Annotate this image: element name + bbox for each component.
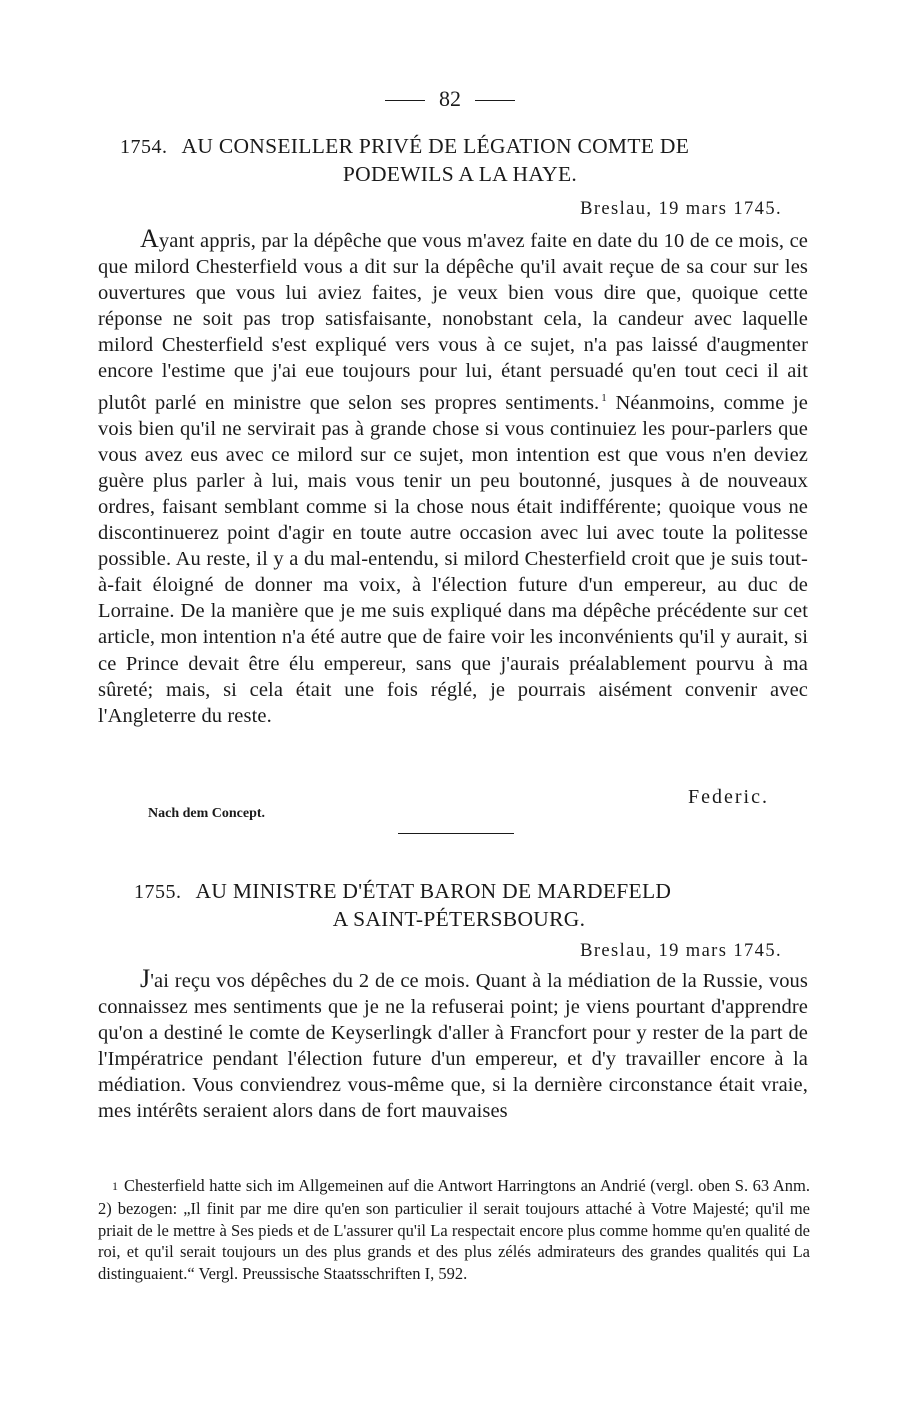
- source-note: Nach dem Concept.: [148, 806, 266, 821]
- letter-body: [98, 226, 808, 729]
- page-header: [0, 86, 900, 116]
- letter-title-line2: PODEWILS A LA HAYE.: [342, 162, 578, 186]
- letter-title-line1: AU CONSEILLER PRIVÉ DE LÉGATION COMTE DE: [181, 134, 690, 158]
- footnote: [98, 1175, 810, 1285]
- footnote-text: Chesterfield hatte sich im Allgemeinen auf die Antwort Harringtons an Andrié (vergl. oben S. 63 Anm. 2) bezogen: „Il finit par me dire qu'en son particulier il serait toujours attaché à Votre Majesté; qu'il me priait de le mettre à Ses pieds et de L'assurer qu'il La respectait encore plus comme homme qu'en qualité de roi, et qu'il serait toujours un des plus grands et des plus zélés admirateurs des grandes qualités qui La distinguaient.“ Vergl. Preussische Staatsschriften I, 592.: [98, 1176, 810, 1284]
- drop-cap: A: [140, 224, 159, 253]
- letter-heading: [134, 878, 784, 933]
- letter-body-continuation: Néanmoins, comme je vois bien qu'il ne servirait pas à grande chose si vous continuiez les pour-parlers que vous avez eus avec ce milord sur ce sujet, mon intention est que vous n'en deviez guère plus parler à lui, mais vous tenir un peu boutonné, jusques à de nouveaux ordres, faisant semblant comme si la chose nous était indifférente; quoique vous ne discontinuerez point d'agir en toute autre occasion avec lui avec toute la politesse possible. Au reste, il y a du mal-entendu, si milord Chesterfield croit que je suis tout-à-fait éloigné de donner ma voix, à l'élection future d'un empereur, au duc de Lorraine. De la manière que je me suis expliqué dans ma dépêche précédente sur cet article, mon intention n'a été autre que de faire voir les inconvénients qu'il y aurait, si ce Prince devait être élu empereur, sans que j'aurais préalablement pourvu à ma sûreté; mais, si cela était une fois réglé, je pourrais aisément convenir avec l'Angleterre du reste.: [98, 391, 808, 727]
- letter-body-text: 'ai reçu vos dépêches du 2 de ce mois. Quant à la médiation de la Russie, vous connaissez mes sentiments que je ne la refuserai point; je viens pourtant d'apprendre qu'on a destiné le comte de Keyserlingk d'aller à Francfort pour y rester de la part de l'Impératrice pendant l'élection future d'un empereur, et d'y travailler encore à la médiation. Vous conviendrez vous-même que, si la dernière circonstance était vraie, mes intérêts seraient alors dans de fort mauvaises: [98, 970, 808, 1123]
- footnote-reference: 1: [601, 391, 607, 404]
- letter-number: 1754.: [120, 136, 168, 158]
- header-dash-right: [475, 100, 515, 101]
- letter-body-text: yant appris, par la dépêche que vous m'avez faite en date du 10 de ce mois, ce que milord Chesterfield vous a dit sur la dépêche qu'il avait reçue de sa cour sur les ouvertures que vous lui aviez faites, je veux bien vous dire que, quoique cette réponse ne soit pas trop satisfaisante, nonobstant cela, la candeur avec laquelle milord Chesterfield s'est expliqué vers vous à ce sujet, n'a pas laissé d'augmenter encore l'estime que j'ai eue toujours pour lui, étant persuadé qu'en tout ceci il ait plutôt parlé en ministre que selon ses propres sentiments.: [98, 230, 808, 414]
- letter-heading: [120, 133, 800, 188]
- letter-dateline: Breslau, 19 mars 1745.: [580, 199, 782, 219]
- header-dash-left: [385, 100, 425, 101]
- footnote-marker: 1: [112, 1179, 118, 1193]
- letter-signature: Federic.: [688, 786, 769, 808]
- section-divider: [398, 833, 514, 834]
- page-number: 82: [439, 86, 461, 111]
- letter-dateline: Breslau, 19 mars 1745.: [580, 941, 782, 961]
- drop-cap: J: [140, 964, 151, 993]
- letter-body: [98, 966, 808, 1125]
- letter-number: 1755.: [134, 881, 182, 903]
- letter-title-line1: AU MINISTRE D'ÉTAT BARON DE MARDEFELD: [195, 879, 672, 903]
- letter-title-line2: A SAINT-PÉTERSBOURG.: [332, 907, 586, 931]
